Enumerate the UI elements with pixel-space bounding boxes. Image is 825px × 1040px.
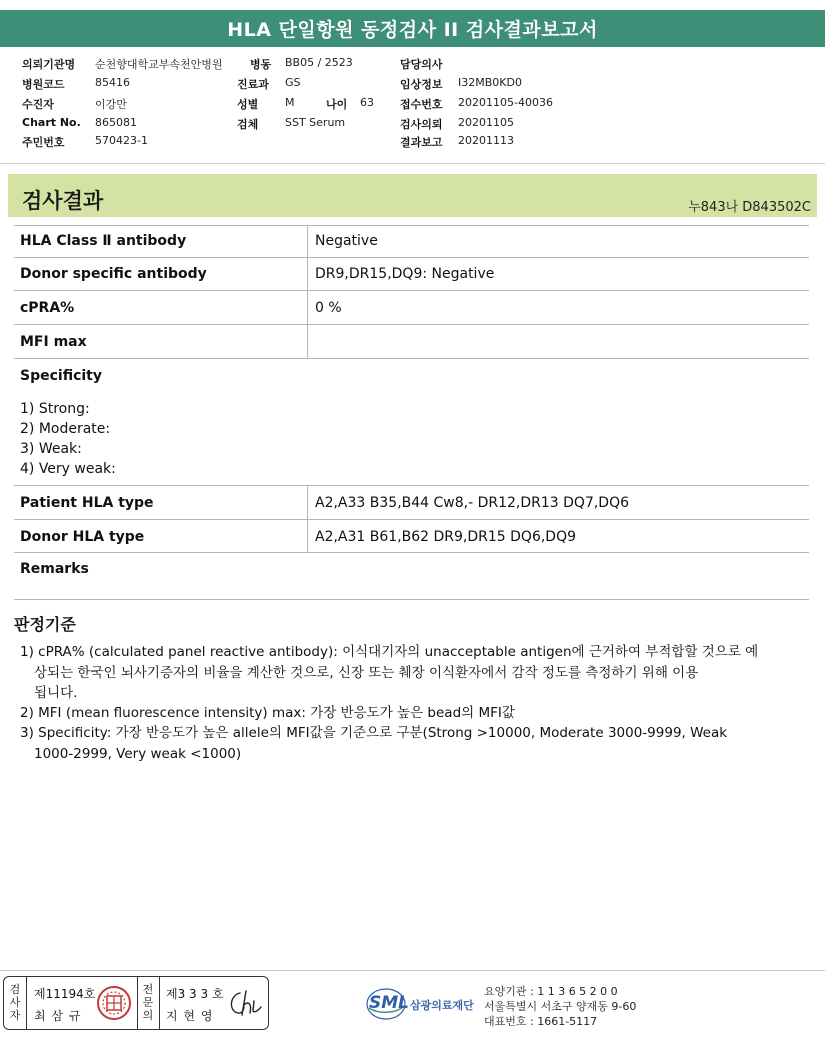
table-row — [14, 225, 809, 258]
remarks-label: Remarks — [20, 561, 89, 577]
result-code: 누843나 D843502C — [688, 200, 811, 215]
label-char: 문 — [142, 996, 154, 1009]
result-header — [8, 174, 817, 217]
org-name: 삼광의료재단 — [410, 999, 474, 1012]
box-divider — [26, 977, 27, 1029]
result-heading: 검사결과 — [22, 189, 104, 213]
table-row — [14, 520, 809, 553]
label-char: 전 — [142, 983, 154, 996]
specialist-label — [141, 983, 155, 1022]
info-value: 20201105 — [458, 116, 514, 129]
row-key: Patient HLA type — [20, 495, 154, 511]
tester-name: 최 삼 규 — [34, 1009, 82, 1023]
patient-info — [0, 54, 825, 164]
sml-logo — [366, 984, 486, 1024]
row-value: A2,A31 B61,B62 DR9,DR15 DQ6,DQ9 — [315, 529, 577, 545]
col-sep — [307, 258, 308, 290]
col-sep — [307, 291, 308, 324]
label-char: 의 — [142, 1009, 154, 1022]
label-char: 자 — [9, 1009, 21, 1022]
footer-divider — [0, 970, 825, 971]
seal-stamp-icon — [96, 985, 132, 1021]
specificity-line: 4) Very weak: — [20, 461, 116, 477]
signature-box — [3, 976, 269, 1030]
label-char: 검 — [9, 983, 21, 996]
row-value: A2,A33 B35,B44 Cw8,- DR12,DR13 DQ7,DQ6 — [315, 495, 630, 511]
info-value: SST Serum — [285, 116, 346, 129]
row-key: Donor HLA type — [20, 529, 145, 545]
box-divider — [159, 977, 160, 1029]
info-value: 20201105-40036 — [458, 96, 553, 109]
info-label: 성별 — [237, 98, 259, 111]
info-value: 20201113 — [458, 134, 514, 147]
info-value: M — [285, 96, 295, 109]
org-line: 대표번호 : 1661-5117 — [484, 1015, 598, 1028]
criteria-line: 됩니다. — [34, 685, 78, 701]
info-value: 865081 — [95, 116, 137, 129]
row-key: cPRA% — [20, 300, 75, 316]
info-label: 의뢰기관명 — [22, 58, 76, 71]
label-char: 사 — [9, 996, 21, 1009]
info-label: Chart No. — [22, 116, 81, 129]
row-value: DR9,DR15,DQ9: Negative — [315, 266, 495, 282]
col-sep — [307, 520, 308, 552]
criteria-line: 상되는 한국인 뇌사기증자의 비율을 계산한 것으로, 신장 또는 췌장 이식환자에서 감작 정도를 측정하기 위해 이용 — [34, 665, 699, 681]
info-value: I32MB0KD0 — [458, 76, 522, 89]
specificity-section — [14, 359, 809, 486]
specialist-license: 제3 3 3 호 — [166, 987, 224, 1001]
row-key: Donor specific antibody — [20, 266, 207, 282]
col-sep — [307, 325, 308, 358]
col-sep — [307, 486, 308, 519]
info-label: 진료과 — [237, 78, 269, 91]
row-key: Specificity — [20, 368, 102, 384]
info-value: BB05 / 2523 — [285, 56, 353, 69]
specialist-name: 지 현 영 — [166, 1009, 214, 1023]
info-value: 570423-1 — [95, 134, 148, 147]
row-value: Negative — [315, 233, 378, 249]
criteria-line: 1) cPRA% (calculated panel reactive antibody): 이식대기자의 unacceptable antigen에 근거하여 부적합할 것으로 예 — [20, 644, 759, 660]
row-key: MFI max — [20, 334, 87, 350]
info-label: 수진자 — [22, 98, 54, 111]
box-divider — [137, 977, 138, 1029]
org-line: 서울특별시 서초구 양재동 9-60 — [484, 1000, 637, 1013]
info-label: 임상정보 — [400, 78, 443, 91]
row-value: 0 % — [315, 300, 342, 316]
report-title: HLA 단일항원 동정검사 II 검사결과보고서 — [0, 10, 825, 47]
info-value: 순천향대학교부속천안병원 — [95, 58, 223, 71]
col-sep — [307, 225, 308, 257]
criteria-line: 3) Specificity: 가장 반응도가 높은 allele의 MFI값을 기준으로 구분(Strong >10000, Moderate 3000-9999, Weak — [20, 725, 728, 741]
info-value: GS — [285, 76, 301, 89]
org-info — [484, 984, 636, 1029]
info-value: 63 — [360, 96, 374, 109]
table-row — [14, 486, 809, 520]
tester-license: 제11194호 — [34, 987, 96, 1001]
logo-text: SML — [369, 993, 409, 1013]
remarks-row — [14, 553, 809, 600]
criteria-line: 2) MFI (mean fluorescence intensity) max: 가장 반응도가 높은 bead의 MFI값 — [20, 705, 515, 721]
info-label: 주민번호 — [22, 136, 65, 149]
criteria-title: 판정기준 — [14, 615, 76, 634]
org-line: 요양기관 : 1 1 3 6 5 2 0 0 — [484, 985, 618, 998]
tester-label — [8, 983, 22, 1022]
info-label: 결과보고 — [400, 136, 443, 149]
specificity-line: 1) Strong: — [20, 401, 90, 417]
signature-icon — [226, 987, 264, 1019]
info-label: 검체 — [237, 118, 259, 131]
info-value: 이강만 — [95, 98, 127, 111]
divider — [0, 163, 825, 164]
table-row — [14, 291, 809, 325]
info-label: 병원코드 — [22, 78, 65, 91]
info-label: 담당의사 — [400, 58, 443, 71]
criteria-line: 1000-2999, Very weak <1000) — [34, 746, 242, 762]
info-value: 85416 — [95, 76, 130, 89]
specificity-line: 3) Weak: — [20, 441, 82, 457]
table-row — [14, 325, 809, 359]
info-label: 접수번호 — [400, 98, 443, 111]
info-label: 검사의뢰 — [400, 118, 443, 131]
info-label: 나이 — [326, 98, 348, 111]
specificity-line: 2) Moderate: — [20, 421, 111, 437]
table-row — [14, 258, 809, 291]
criteria-section — [14, 612, 809, 762]
row-key: HLA Class Ⅱ antibody — [20, 233, 187, 249]
info-label: 병동 — [250, 58, 272, 71]
